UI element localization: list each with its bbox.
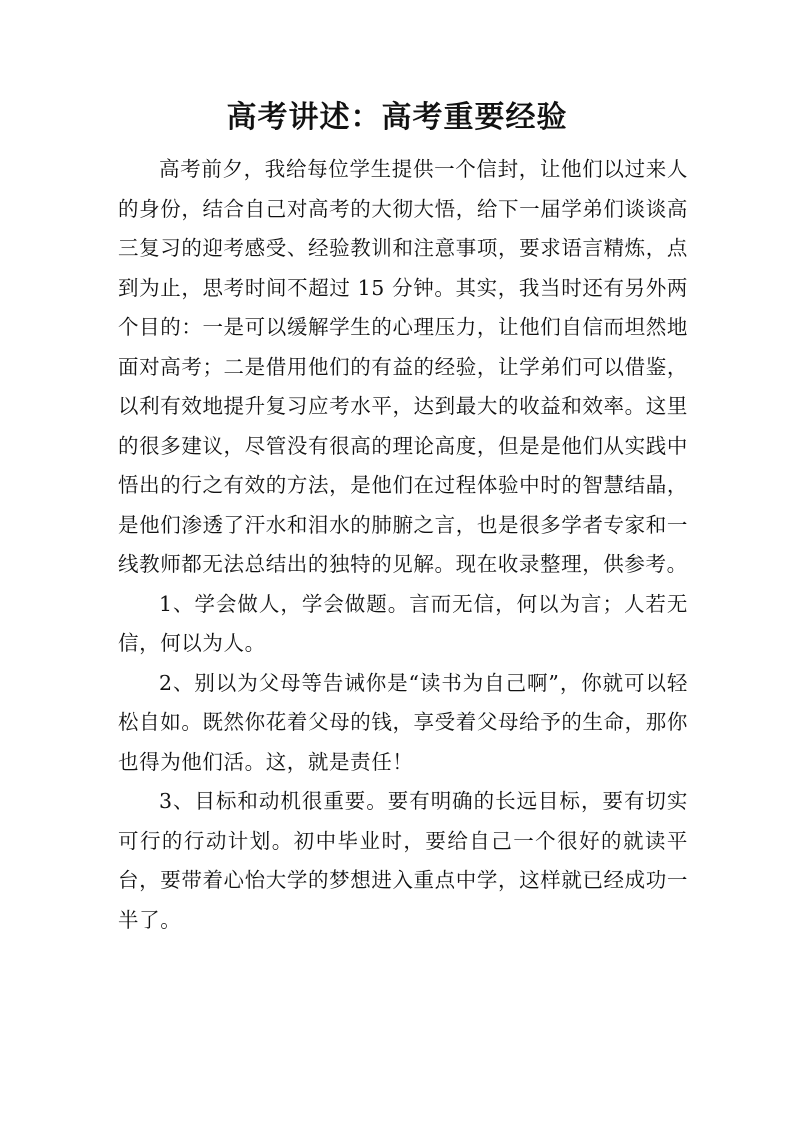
document-body <box>118 150 688 940</box>
intro-paragraph: 高考前夕，我给每位学生提供一个信封，让他们以过来人的身份，结合自己对高考的大彻大悟，给下一届学弟们谈谈高三复习的迎考感受、经验教训和注意事项，要求语言精炼，点到为止，思考时间不超过 15 分钟。其实，我当时还有另外两个目的：一是可以缓解学生的心理压力，让他们自信而坦然地面对高考；二是借用他们的有益的经验，让学弟们可以借鉴，以利有效地提升复习应考水平，达到最大的收益和效率。这里的很多建议，尽管没有很高的理论高度，但是是他们从实践中悟出的行之有效的方法，是他们在过程体验中时的智慧结晶，是他们渗透了汗水和泪水的肺腑之言，也是很多学者专家和一线教师都无法总结出的独特的见解。现在收录整理，供参考。 <box>118 157 688 576</box>
document-title: 高考讲述：高考重要经验 <box>226 100 568 135</box>
point-1-paragraph: 1、学会做人，学会做题。言而无信，何以为言；人若无信，何以为人。 <box>118 591 688 655</box>
point-2-paragraph: 2、别以为父母等告诫你是“读书为自己啊”，你就可以轻松自如。既然你花着父母的钱，享受着父母给予的生命，那你也得为他们活。这，就是责任！ <box>118 670 688 774</box>
point-3-paragraph: 3、目标和动机很重要。要有明确的长远目标，要有切实可行的行动计划。初中毕业时，要给自己一个很好的就读平台，要带着心怡大学的梦想进入重点中学，这样就已经成功一半了。 <box>118 789 688 932</box>
